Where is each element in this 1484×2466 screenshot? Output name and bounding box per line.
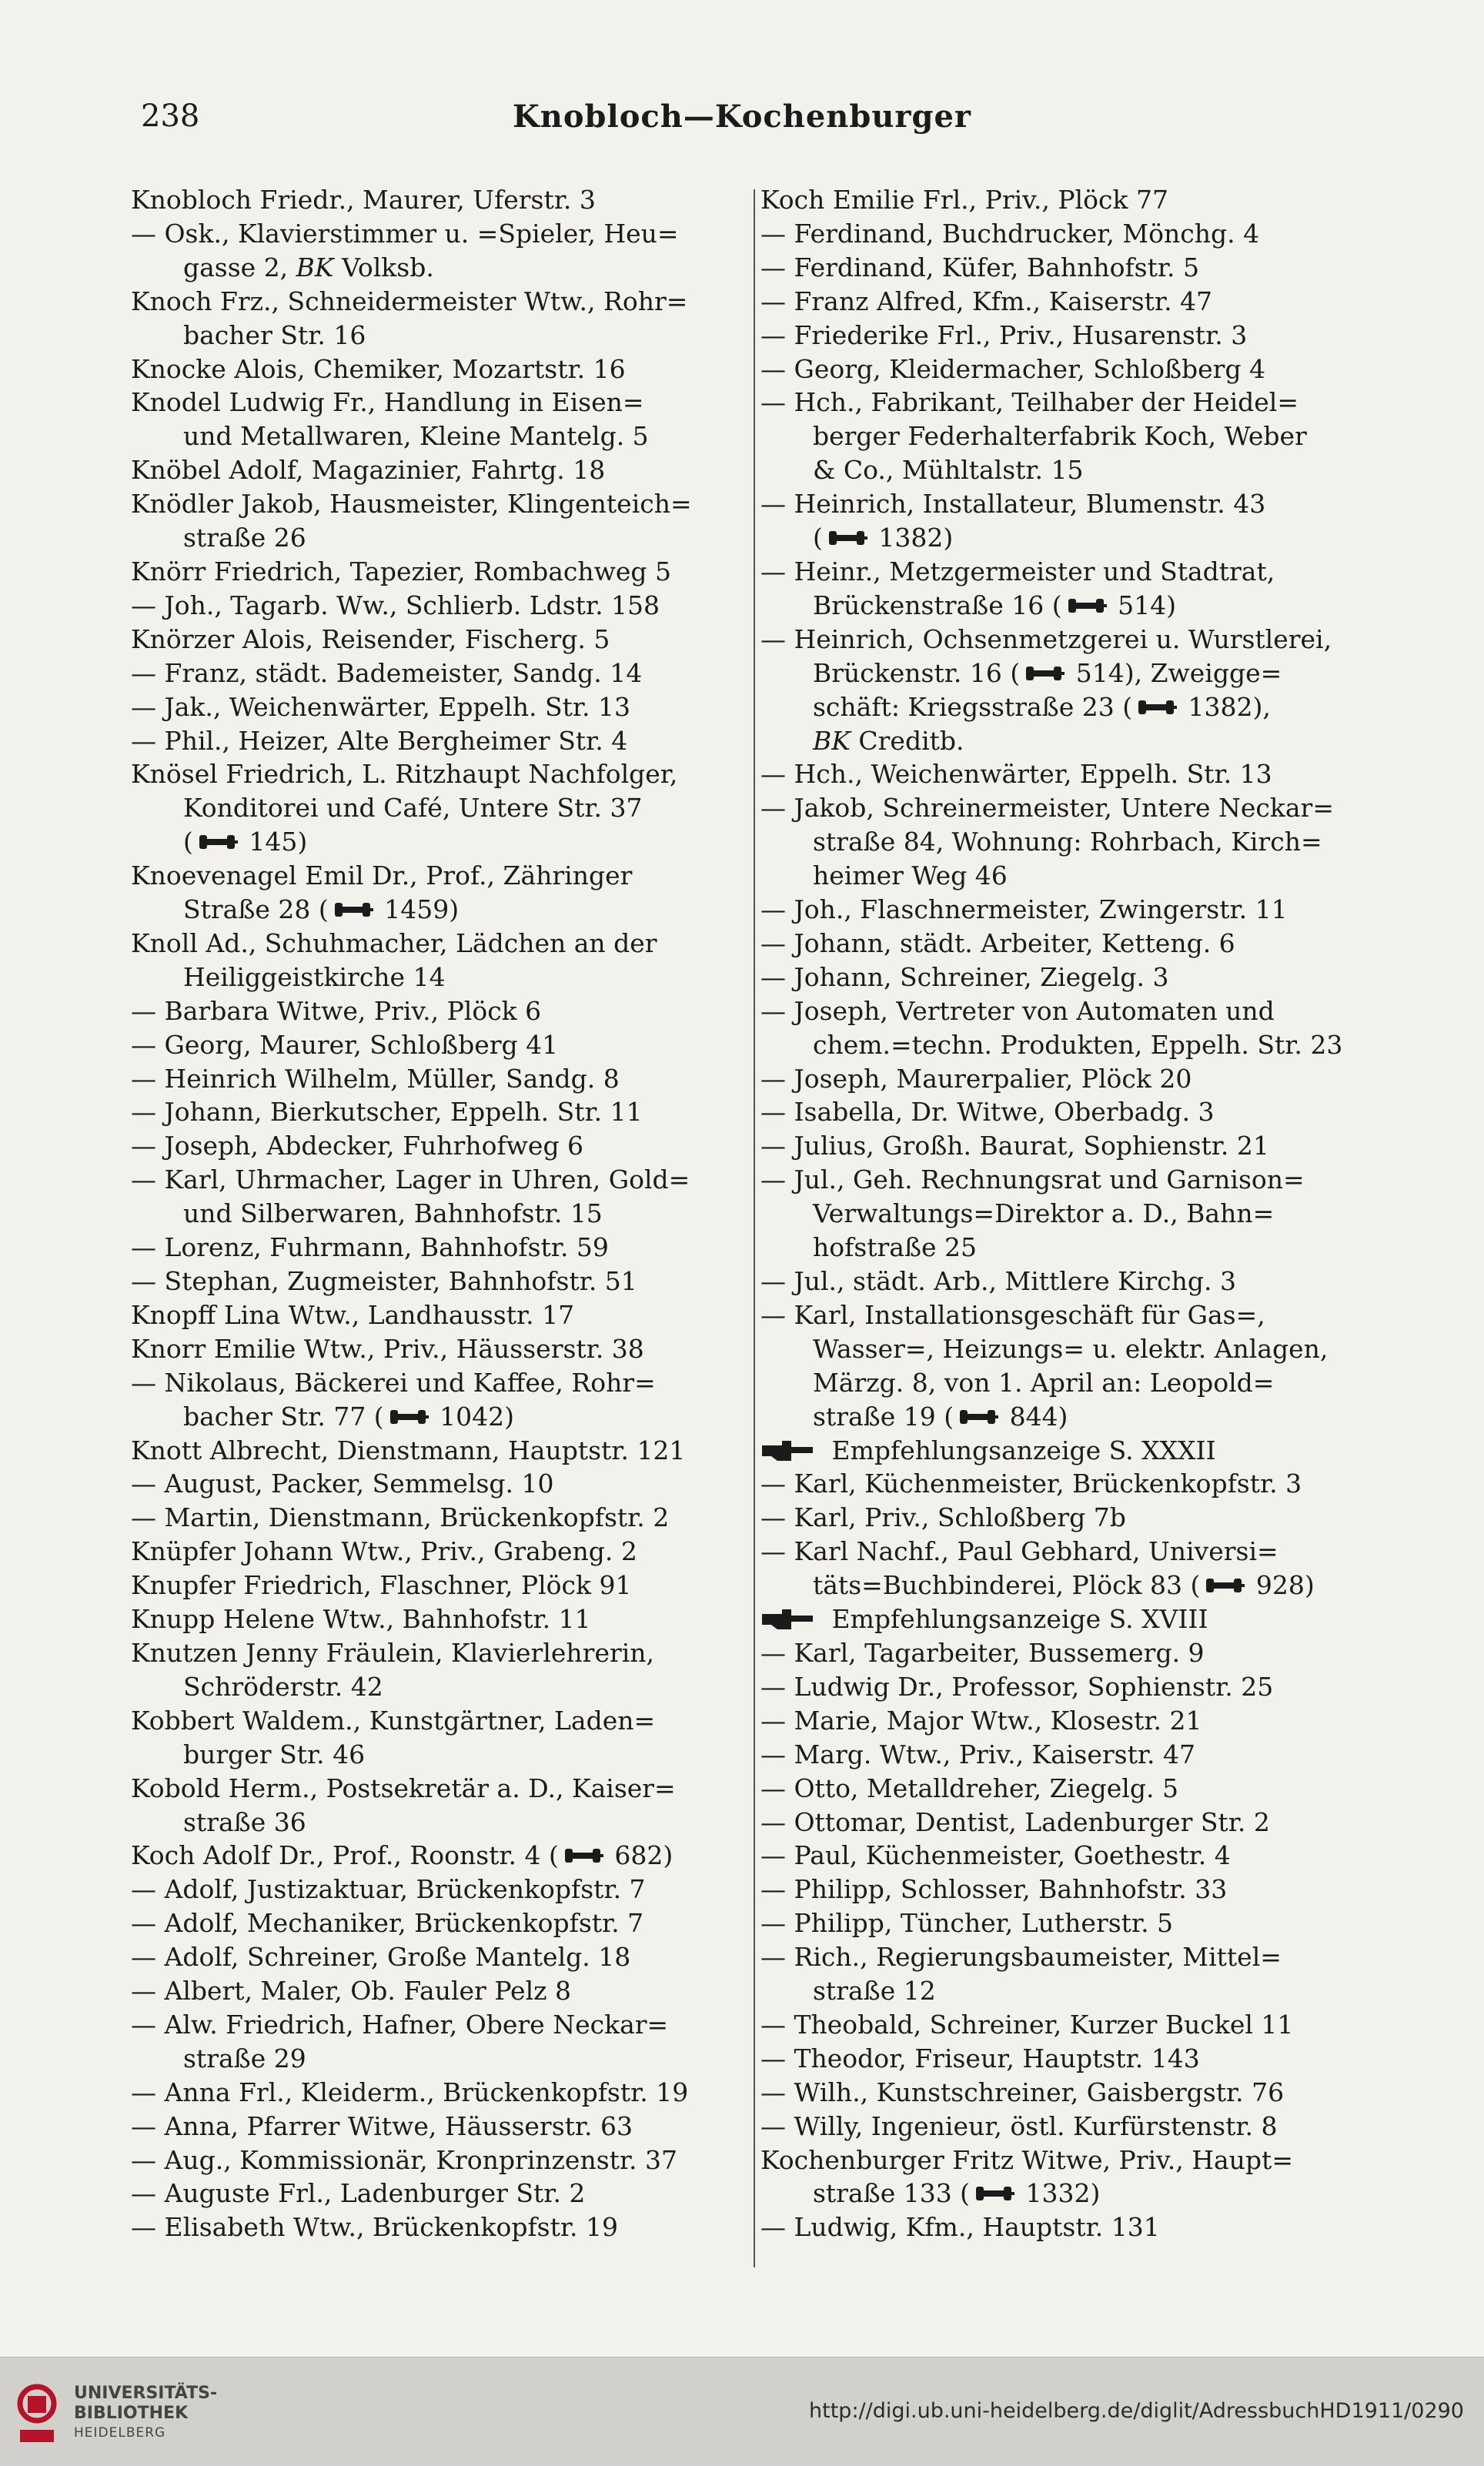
directory-entry	[131, 1839, 747, 1873]
entry-text: — Wilh., Kunstschreiner, Gaisbergstr. 76	[760, 2077, 1285, 2107]
entry-text: — Heinr., Metzgermeister und Stadtrat,	[760, 556, 1275, 586]
entry-text: Koch Adolf Dr., Prof., Roonstr. 4 ( 682)	[131, 1840, 673, 1871]
directory-entry	[131, 2177, 747, 2210]
entry-text: Empfehlungsanzeige S. XXXII	[760, 1434, 1384, 1468]
entry-text: — Paul, Küchenmeister, Goethestr. 4	[760, 1840, 1231, 1871]
entry-text: — Johann, städt. Arbeiter, Ketteng. 6	[760, 927, 1235, 958]
entry-text: Knödler Jakob, Hausmeister, Klingenteich=	[131, 489, 692, 520]
directory-entry	[760, 2042, 1384, 2076]
telephone-receiver-icon	[1065, 594, 1107, 617]
directory-entry	[760, 1670, 1384, 1704]
directory-entry	[131, 555, 747, 589]
entry-continuation: Konditorei und Café, Untere Str. 37	[183, 793, 643, 824]
entry-text: — Rich., Regierungsbaumeister, Mittel=	[760, 1942, 1282, 1973]
directory-entry	[131, 1129, 747, 1163]
entry-text: — Georg, Kleidermacher, Schloßberg 4	[760, 353, 1266, 384]
entry-text: — Anna, Pfarrer Witwe, Häusserstr. 63	[131, 2110, 633, 2141]
entry-text: — Karl, Tagarbeiter, Bussemerg. 9	[760, 1637, 1205, 1668]
entry-text: — August, Packer, Semmelsg. 10	[131, 1469, 554, 1499]
directory-entry	[131, 1366, 747, 1434]
entry-text: — Karl, Priv., Schloßberg 7b	[760, 1502, 1126, 1533]
directory-entry	[131, 589, 747, 623]
entry-text: Knupp Helene Wtw., Bahnhofstr. 11	[131, 1604, 591, 1635]
directory-entry	[131, 2144, 747, 2177]
bank-abbrev: BK	[813, 725, 851, 756]
directory-entry	[131, 757, 747, 859]
entry-text: — Karl Nachf., Paul Gebhard, Universi=	[760, 1536, 1278, 1567]
directory-entry	[760, 1906, 1384, 1940]
library-name-line3: HEIDELBERG	[74, 2425, 166, 2441]
entry-continuation: schäft: Kriegsstraße 23 ( 1382),	[813, 691, 1271, 722]
directory-entry	[131, 1974, 747, 2008]
entry-text: — Joseph, Maurerpalier, Plöck 20	[760, 1063, 1192, 1094]
directory-entry	[760, 1940, 1384, 2008]
telephone-receiver-icon	[1135, 696, 1177, 719]
entry-text: — Johann, Schreiner, Ziegelg. 3	[760, 961, 1169, 992]
entry-continuation: täts=Buchbinderei, Plöck 83 ( 928)	[813, 1570, 1315, 1601]
entry-text: Knopff Lina Wtw., Landhausstr. 17	[131, 1299, 575, 1330]
directory-entry	[131, 1163, 747, 1231]
directory-entry	[131, 1873, 747, 1906]
directory-entry	[760, 1265, 1384, 1298]
entry-text: — Marie, Major Wtw., Klosestr. 21	[760, 1705, 1202, 1736]
directory-entry	[760, 994, 1384, 1062]
directory-entry	[760, 1636, 1384, 1670]
directory-entry	[760, 217, 1384, 251]
entry-text: Knobloch Friedr., Maurer, Uferstr. 3	[131, 185, 596, 215]
entry-text: — Stephan, Zugmeister, Bahnhofstr. 51	[131, 1266, 637, 1296]
entry-text: — Auguste Frl., Ladenburger Str. 2	[131, 2178, 586, 2209]
entry-text: — Theodor, Friseur, Hauptstr. 143	[760, 2043, 1200, 2073]
directory-entry	[760, 1095, 1384, 1129]
directory-entry	[760, 285, 1384, 319]
directory-entry	[131, 1704, 747, 1772]
entry-text: — Willy, Ingenieur, östl. Kurfürstenstr. 8	[760, 2110, 1278, 2141]
directory-entry	[760, 927, 1384, 961]
directory-entry	[131, 1940, 747, 1974]
bank-abbrev: BK	[296, 252, 334, 282]
entry-text: — Marg. Wtw., Priv., Kaiserstr. 47	[760, 1739, 1195, 1769]
entry-continuation: burger Str. 46	[183, 1739, 366, 1769]
telephone-receiver-icon	[196, 830, 238, 854]
directory-entry	[760, 961, 1384, 994]
pointing-hand-icon	[760, 1606, 814, 1632]
directory-entry	[760, 1806, 1384, 1839]
directory-entry	[760, 2076, 1384, 2110]
directory-entry	[131, 1028, 747, 1062]
directory-entry	[131, 2076, 747, 2110]
directory-entry	[131, 1535, 747, 1569]
entry-text: Koch Emilie Frl., Priv., Plöck 77	[760, 185, 1168, 215]
entry-text: — Friederike Frl., Priv., Husarenstr. 3	[760, 319, 1248, 350]
directory-entry	[760, 1772, 1384, 1806]
directory-entry	[131, 183, 747, 217]
entry-text: — Philipp, Tüncher, Lutherstr. 5	[760, 1908, 1174, 1939]
entry-text: Kobbert Waldem., Kunstgärtner, Laden=	[131, 1705, 656, 1736]
telephone-receiver-icon	[1203, 1574, 1245, 1597]
entry-text: — Karl, Installationsgeschäft für Gas=,	[760, 1299, 1265, 1330]
directory-entry	[760, 1602, 1384, 1636]
entry-continuation: bacher Str. 77 ( 1042)	[183, 1401, 515, 1432]
directory-entry	[131, 623, 747, 657]
entry-text: — Anna Frl., Kleiderm., Brückenkopfstr. 19	[131, 2077, 689, 2107]
entry-text: — Alw. Friedrich, Hafner, Obere Neckar=	[131, 2009, 669, 2040]
entry-text: — Ottomar, Dentist, Ladenburger Str. 2	[760, 1806, 1270, 1837]
entry-continuation: Heiliggeistkirche 14	[183, 961, 446, 992]
directory-entry	[131, 1095, 747, 1129]
entry-text: — Heinrich Wilhelm, Müller, Sandg. 8	[131, 1063, 620, 1094]
directory-entry	[131, 1772, 747, 1839]
directory-entry	[131, 994, 747, 1028]
directory-entry	[131, 1501, 747, 1535]
entry-continuation: Verwaltungs=Direktor a. D., Bahn=	[813, 1198, 1275, 1229]
entry-text: — Adolf, Justizaktuar, Brückenkopfstr. 7	[131, 1874, 646, 1905]
directory-entry	[760, 1501, 1384, 1535]
directory-entry	[131, 690, 747, 724]
entry-text: Knoevenagel Emil Dr., Prof., Zähringer	[131, 860, 633, 891]
directory-entry	[131, 1602, 747, 1636]
directory-entry	[760, 1062, 1384, 1096]
entry-text: — Jakob, Schreinermeister, Untere Neckar=	[760, 793, 1334, 824]
entry-continuation: und Metallwaren, Kleine Mantelg. 5	[183, 421, 649, 452]
column-divider	[754, 189, 755, 2267]
directory-entry	[760, 757, 1384, 791]
entry-text: — Heinrich, Ochsenmetzgerei u. Wurstlerei,	[760, 623, 1332, 654]
entry-continuation: bacher Str. 16	[183, 319, 366, 350]
pointing-hand-icon	[760, 1438, 814, 1464]
left-column	[131, 183, 747, 2244]
entry-text: — Joh., Flaschnermeister, Zwingerstr. 11	[760, 894, 1288, 925]
entry-text: — Osk., Klavierstimmer u. =Spieler, Heu=	[131, 218, 679, 249]
entry-text: Knott Albrecht, Dienstmann, Hauptstr. 121	[131, 1435, 686, 1465]
entry-continuation: straße 29	[183, 2043, 306, 2073]
entry-continuation: straße 36	[183, 1806, 306, 1837]
directory-entry	[131, 217, 747, 285]
directory-entry	[131, 487, 747, 555]
entry-text: Knutzen Jenny Fräulein, Klavierlehrerin,	[131, 1637, 655, 1668]
telephone-receiver-icon	[957, 1405, 998, 1428]
directory-entry	[760, 1535, 1384, 1602]
entry-text: — Joseph, Vertreter von Automaten und	[760, 995, 1275, 1026]
entry-text: — Philipp, Schlosser, Bahnhofstr. 33	[760, 1874, 1228, 1905]
directory-entry	[760, 319, 1384, 353]
entry-continuation: hofstraße 25	[813, 1232, 978, 1263]
directory-entry	[760, 1467, 1384, 1501]
directory-entry	[131, 1332, 747, 1366]
entry-continuation: BK Creditb.	[813, 725, 964, 756]
entry-text: Knodel Ludwig Fr., Handlung in Eisen=	[131, 387, 644, 418]
entry-text: — Ferdinand, Küfer, Bahnhofstr. 5	[760, 252, 1199, 282]
entry-text: Empfehlungsanzeige S. XVIII	[760, 1602, 1384, 1636]
directory-entry	[131, 2210, 747, 2244]
entry-text: Knörzer Alois, Reisender, Fischerg. 5	[131, 623, 610, 654]
entry-text: Knörr Friedrich, Tapezier, Rombachweg 5	[131, 556, 672, 586]
entry-text: — Jak., Weichenwärter, Eppelh. Str. 13	[131, 691, 630, 722]
directory-entry	[131, 859, 747, 927]
entry-text: — Hch., Fabrikant, Teilhaber der Heidel=	[760, 387, 1298, 418]
directory-entry	[760, 353, 1384, 386]
entry-text: — Phil., Heizer, Alte Bergheimer Str. 4	[131, 725, 628, 756]
entry-continuation: heimer Weg 46	[813, 860, 1008, 891]
directory-entry	[760, 791, 1384, 893]
entry-text: — Martin, Dienstmann, Brückenkopfstr. 2	[131, 1502, 670, 1533]
entry-continuation: Märzg. 8, von 1. April an: Leopold=	[813, 1367, 1275, 1398]
running-title: Knobloch—Kochenburger	[513, 99, 971, 135]
directory-entry	[760, 1129, 1384, 1163]
entry-continuation: straße 19 ( 844)	[813, 1401, 1068, 1432]
directory-entry	[131, 657, 747, 690]
telephone-receiver-icon	[1023, 662, 1065, 685]
entry-continuation: Brückenstraße 16 ( 514)	[813, 590, 1176, 620]
entry-text: — Jul., städt. Arb., Mittlere Kirchg. 3	[760, 1266, 1236, 1296]
entry-continuation: und Silberwaren, Bahnhofstr. 15	[183, 1198, 603, 1229]
entry-text: — Ferdinand, Buchdrucker, Mönchg. 4	[760, 218, 1260, 249]
entry-text: Kochenburger Fritz Witwe, Priv., Haupt=	[760, 2144, 1293, 2175]
library-name-line1: UNIVERSITÄTS-	[74, 2384, 218, 2403]
entry-text: — Georg, Maurer, Schloßberg 41	[131, 1029, 559, 1060]
entry-text: — Jul., Geh. Rechnungsrat und Garnison=	[760, 1164, 1305, 1195]
entry-continuation: Schröderstr. 42	[183, 1671, 383, 1702]
directory-entry	[131, 1636, 747, 1704]
library-logo[interactable]	[14, 2374, 218, 2451]
directory-entry	[131, 386, 747, 453]
directory-entry	[760, 1163, 1384, 1265]
directory-entry	[760, 2008, 1384, 2042]
entry-text: Knocke Alois, Chemiker, Mozartstr. 16	[131, 353, 626, 384]
directory-entry	[760, 555, 1384, 623]
directory-entry	[760, 893, 1384, 927]
entry-continuation: ( 1382)	[813, 523, 954, 553]
entry-continuation: Wasser=, Heizungs= u. elektr. Anlagen,	[813, 1333, 1329, 1364]
entry-text: — Elisabeth Wtw., Brückenkopfstr. 19	[131, 2212, 618, 2243]
entry-text: — Franz Alfred, Kfm., Kaiserstr. 47	[760, 286, 1213, 316]
directory-entry	[131, 285, 747, 353]
telephone-receiver-icon	[826, 526, 867, 550]
entry-text: — Aug., Kommissionär, Kronprinzenstr. 37	[131, 2144, 678, 2175]
directory-entry	[760, 487, 1384, 555]
directory-entry	[131, 1298, 747, 1332]
entry-text: Knüpfer Johann Wtw., Priv., Grabeng. 2	[131, 1536, 637, 1567]
directory-entry	[131, 1434, 747, 1468]
footer-bar	[0, 2357, 1484, 2466]
directory-entry	[760, 1873, 1384, 1906]
telephone-receiver-icon	[973, 2182, 1014, 2205]
entry-text: — Joh., Tagarb. Ww., Schlierb. Ldstr. 158	[131, 590, 660, 620]
telephone-receiver-icon	[562, 1844, 603, 1867]
source-url[interactable]: http://digi.ub.uni-heidelberg.de/diglit/AdressbuchHD1911/0290	[809, 2399, 1464, 2423]
library-logo-icon	[14, 2381, 68, 2447]
directory-entry	[131, 1265, 747, 1298]
entry-text: Knoll Ad., Schuhmacher, Lädchen an der	[131, 927, 657, 958]
entry-continuation: Brückenstr. 16 ( 514), Zweigge=	[813, 657, 1282, 688]
entry-text: — Karl, Uhrmacher, Lager in Uhren, Gold=	[131, 1164, 690, 1195]
right-column	[760, 183, 1384, 2244]
directory-entry	[760, 1298, 1384, 1434]
entry-text: Knorr Emilie Wtw., Priv., Häusserstr. 38	[131, 1333, 644, 1364]
directory-entry	[131, 1062, 747, 1096]
entry-continuation: gasse 2, BK Volksb.	[183, 252, 434, 282]
entry-text: Kobold Herm., Postsekretär a. D., Kaiser=	[131, 1773, 676, 1803]
telephone-receiver-icon	[387, 1405, 429, 1428]
directory-entry	[760, 1839, 1384, 1873]
entry-text: — Julius, Großh. Baurat, Sophienstr. 21	[760, 1131, 1269, 1161]
entry-continuation: Straße 28 ( 1459)	[183, 894, 460, 925]
directory-entry	[760, 1434, 1384, 1468]
entry-text: — Ludwig Dr., Professor, Sophienstr. 25	[760, 1671, 1274, 1702]
entry-text: — Nikolaus, Bäckerei und Kaffee, Rohr=	[131, 1367, 656, 1398]
directory-entry	[131, 927, 747, 994]
entry-continuation: chem.=techn. Produkten, Eppelh. Str. 23	[813, 1029, 1343, 1060]
directory-entry	[131, 724, 747, 758]
entry-text: Knöbel Adolf, Magazinier, Fahrtg. 18	[131, 455, 606, 486]
directory-entry	[131, 453, 747, 487]
entry-text: — Adolf, Schreiner, Große Mantelg. 18	[131, 1942, 631, 1973]
entry-text: — Hch., Weichenwärter, Eppelh. Str. 13	[760, 759, 1272, 790]
directory-entry	[131, 1569, 747, 1602]
entry-continuation: straße 12	[813, 1976, 936, 2007]
directory-entry	[131, 1906, 747, 1940]
entry-continuation: straße 26	[183, 523, 306, 553]
entry-text: — Lorenz, Fuhrmann, Bahnhofstr. 59	[131, 1232, 609, 1263]
entry-text: — Heinrich, Installateur, Blumenstr. 43	[760, 489, 1266, 520]
entry-text: Knupfer Friedrich, Flaschner, Plöck 91	[131, 1570, 632, 1601]
entry-text: — Isabella, Dr. Witwe, Oberbadg. 3	[760, 1097, 1215, 1128]
directory-entry	[760, 251, 1384, 285]
directory-entry	[760, 2210, 1384, 2244]
entry-text: — Franz, städt. Bademeister, Sandg. 14	[131, 657, 643, 688]
entry-text: — Albert, Maler, Ob. Fauler Pelz 8	[131, 1976, 571, 2007]
directory-entry	[760, 623, 1384, 758]
page-number: 238	[141, 99, 200, 134]
directory-entry	[760, 2110, 1384, 2144]
directory-entry	[760, 183, 1384, 217]
entry-text: — Ludwig, Kfm., Hauptstr. 131	[760, 2212, 1160, 2243]
directory-entry	[131, 353, 747, 386]
entry-continuation: straße 133 ( 1332)	[813, 2178, 1101, 2209]
entry-continuation: & Co., Mühltalstr. 15	[813, 455, 1084, 486]
directory-entry	[131, 2008, 747, 2076]
entry-text: — Joseph, Abdecker, Fuhrhofweg 6	[131, 1131, 584, 1161]
entry-continuation: straße 84, Wohnung: Rohrbach, Kirch=	[813, 827, 1322, 857]
entry-continuation: ( 145)	[183, 827, 308, 857]
telephone-receiver-icon	[332, 898, 373, 921]
entry-text: Knösel Friedrich, L. Ritzhaupt Nachfolger,	[131, 759, 678, 790]
entry-text: — Karl, Küchenmeister, Brückenkopfstr. 3	[760, 1469, 1302, 1499]
entry-text: — Otto, Metalldreher, Ziegelg. 5	[760, 1773, 1178, 1803]
directory-entry	[131, 1231, 747, 1265]
directory-entry	[760, 1738, 1384, 1772]
entry-text: — Barbara Witwe, Priv., Plöck 6	[131, 995, 542, 1026]
directory-entry	[131, 1467, 747, 1501]
library-name-line2: BIBLIOTHEK	[74, 2404, 189, 2423]
directory-entry	[760, 1704, 1384, 1738]
directory-entry	[131, 2110, 747, 2144]
entry-text: — Johann, Bierkutscher, Eppelh. Str. 11	[131, 1097, 643, 1128]
entry-text: — Adolf, Mechaniker, Brückenkopfstr. 7	[131, 1908, 644, 1939]
directory-entry	[760, 386, 1384, 487]
entry-text: — Theobald, Schreiner, Kurzer Buckel 11	[760, 2009, 1294, 2040]
entry-text: Knoch Frz., Schneidermeister Wtw., Rohr=	[131, 286, 688, 316]
entry-continuation: berger Federhalterfabrik Koch, Weber	[813, 421, 1307, 452]
directory-entry	[760, 2144, 1384, 2211]
